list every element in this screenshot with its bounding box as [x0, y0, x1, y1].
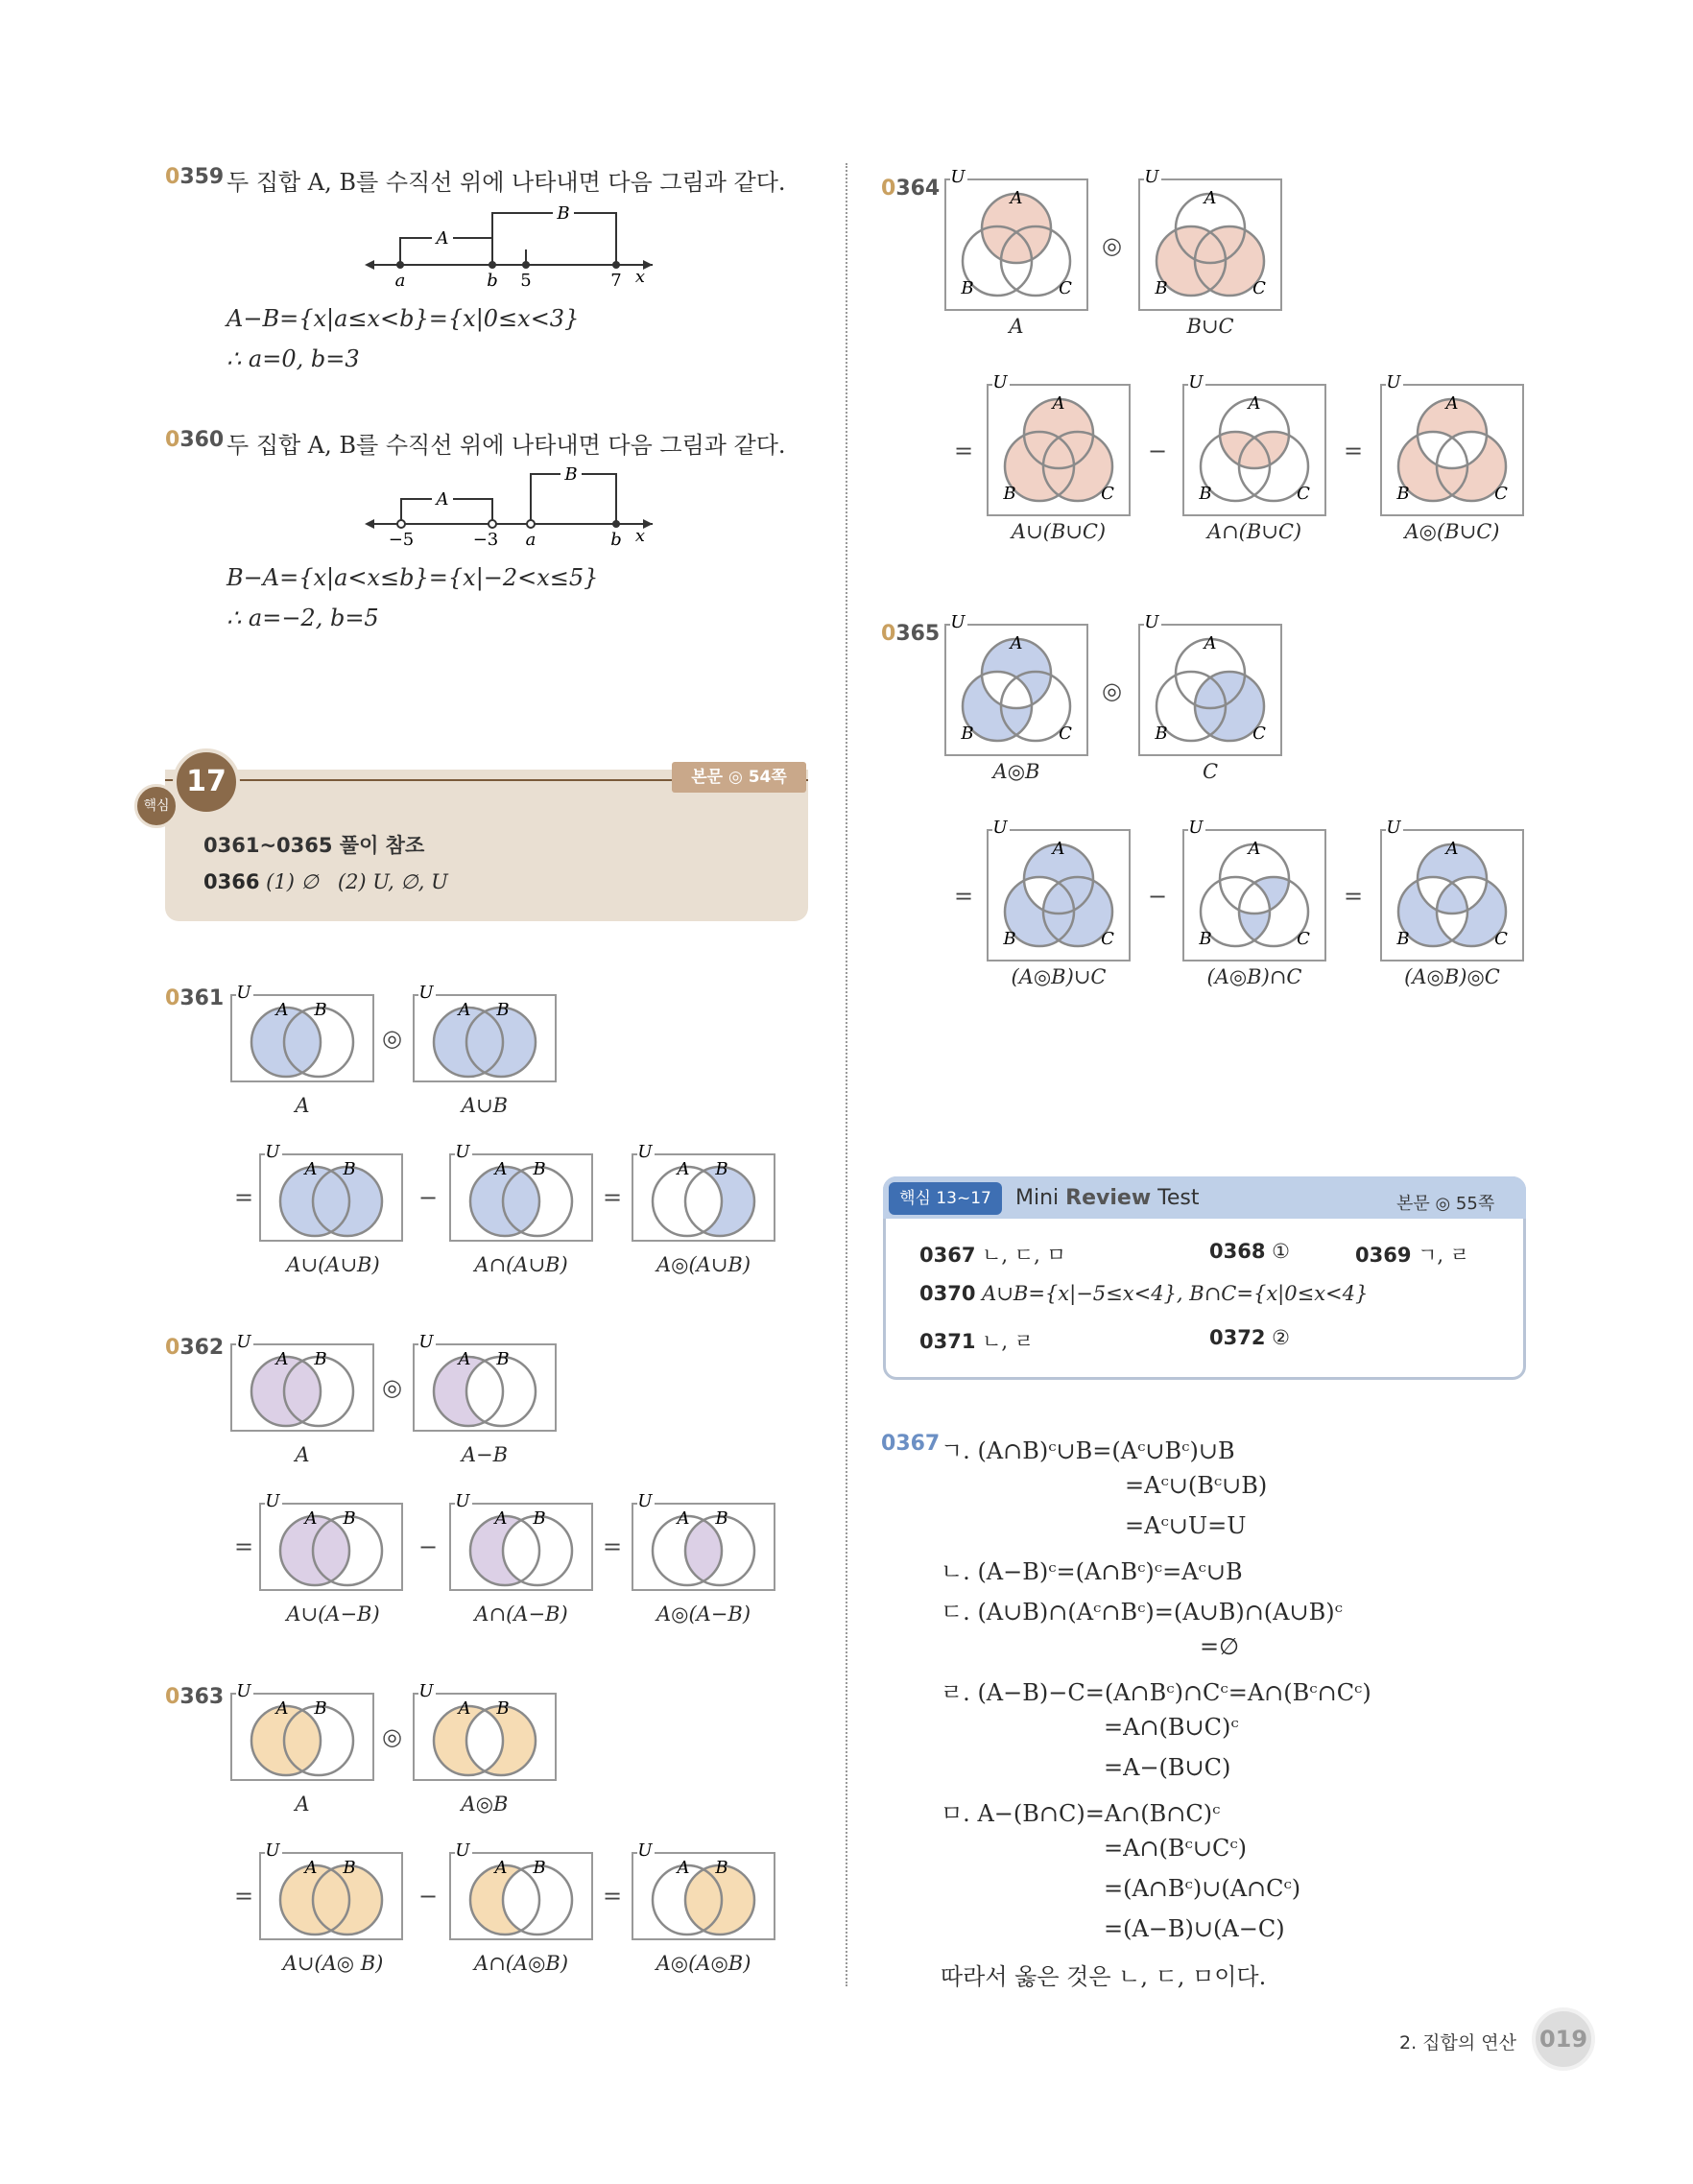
op-eq1-0361: =: [234, 1184, 254, 1211]
number-line-0360: [365, 461, 653, 547]
conclusion-0359: ∴ a=0, b=3: [227, 345, 360, 372]
label-C: C: [1252, 724, 1266, 744]
number-line-0359: [365, 202, 653, 288]
label-U: U: [418, 1332, 434, 1352]
caption-0363-1: A: [295, 1792, 310, 1816]
venn-0361-3: [259, 1142, 403, 1242]
problem-number-0359: 0359: [165, 165, 225, 189]
answer-0371: 0371 ㄴ, ㄹ: [919, 1330, 1035, 1353]
caption-0364-4: A∩(B∪C): [1206, 520, 1302, 543]
label-C: C: [1059, 278, 1072, 298]
venn-0362-2: [413, 1332, 557, 1432]
problem-number-0360: 0360: [165, 428, 225, 452]
solution-line-13: =(A−B)∪(A−C): [1104, 1915, 1285, 1942]
equation-0359: A−B={x|a≤x<b}={x|0≤x<3}: [227, 305, 580, 332]
label-A: A: [1204, 633, 1217, 653]
label-C: C: [1101, 484, 1114, 504]
problem-number-0362: 0362: [165, 1336, 225, 1360]
label-U: U: [637, 1142, 653, 1162]
solution-line-4: ㄴ. (A−B)ᶜ=(A∩Bᶜ)ᶜ=Aᶜ∪B: [941, 1558, 1243, 1585]
mini-review-tag: 핵심 13~17: [889, 1182, 1002, 1215]
caption-0363-3: A∪(A◎ B): [282, 1952, 384, 1975]
op-eq2-0362: =: [603, 1533, 623, 1560]
label-A: A: [275, 1000, 289, 1020]
label-U: U: [236, 1332, 251, 1352]
label-U: U: [992, 818, 1008, 838]
tick-a: a: [394, 271, 406, 288]
label-U: U: [1144, 167, 1159, 187]
label-U: U: [418, 1681, 434, 1701]
column-divider: [846, 163, 847, 1986]
caption-0365-4: (A◎B)∩C: [1206, 965, 1302, 988]
label-U: U: [950, 612, 966, 632]
label-A: A: [677, 1858, 690, 1878]
label-B: B: [1199, 929, 1212, 949]
label-B: B: [496, 1698, 510, 1719]
caption-0363-5: A◎(A◎B): [656, 1952, 751, 1975]
caption-0362-1: A: [295, 1443, 310, 1466]
op-sym-0365: ◎: [1102, 677, 1122, 704]
label-B: B: [1396, 929, 1410, 949]
label-U: U: [236, 1681, 251, 1701]
caption-0361-5: A◎(A∪B): [656, 1253, 751, 1276]
caption-0365-3: (A◎B)∪C: [1011, 965, 1107, 988]
label-A: A: [1445, 393, 1459, 414]
venn-0365-4: [1182, 818, 1326, 961]
label-B: B: [715, 1858, 728, 1878]
caption-0364-2: B∪C: [1186, 315, 1234, 338]
label-U: U: [265, 1491, 280, 1511]
solution-line-10: ㅁ. A−(B∩C)=A∩(B∩C)ᶜ: [941, 1800, 1221, 1827]
label-U: U: [1188, 372, 1204, 392]
venn-0361-2: [413, 983, 557, 1082]
line-label-A: A: [436, 228, 449, 249]
tick-7: 7: [610, 271, 622, 288]
label-B: B: [1396, 484, 1410, 504]
solution-line-1: ㄱ. (A∩B)ᶜ∪B=(Aᶜ∪Bᶜ)∪B: [941, 1437, 1235, 1464]
chapter-title: 2. 집합의 연산: [1399, 2032, 1516, 2053]
label-B: B: [314, 1000, 327, 1020]
solution-line-6: =∅: [1200, 1633, 1240, 1660]
label-A: A: [458, 1349, 471, 1369]
label-B: B: [533, 1159, 546, 1179]
venn-0364-5: [1380, 372, 1524, 516]
label-A: A: [677, 1508, 690, 1529]
core-page-badge: 본문 ◎ 54쪽: [672, 762, 806, 793]
caption-0363-2: A◎B: [461, 1792, 509, 1816]
tick-minus3: −3: [472, 530, 499, 547]
label-U: U: [418, 983, 434, 1003]
solution-line-14: 따라서 옳은 것은 ㄴ, ㄷ, ㅁ이다.: [941, 1963, 1267, 1990]
label-U: U: [265, 1840, 280, 1861]
venn-0363-2: [413, 1681, 557, 1781]
solution-line-7: ㄹ. (A−B)−C=(A∩Bᶜ)∩Cᶜ=A∩(Bᶜ∩Cᶜ): [941, 1679, 1371, 1706]
label-A: A: [1248, 393, 1261, 414]
label-B: B: [343, 1508, 356, 1529]
op-eq2-0363: =: [603, 1883, 623, 1910]
label-C: C: [1494, 484, 1508, 504]
caption-0362-2: A−B: [461, 1443, 509, 1466]
answer-0367: 0367 ㄴ, ㄷ, ㅁ: [919, 1244, 1066, 1267]
label-C: C: [1297, 484, 1310, 504]
solution-line-8: =A∩(B∪C)ᶜ: [1104, 1714, 1239, 1741]
problem-number-0365: 0365: [881, 622, 941, 646]
venn-0364-4: [1182, 372, 1326, 516]
core-line2: 0366 (1) ∅ (2) U, ∅, U: [203, 870, 448, 893]
label-A: A: [494, 1508, 508, 1529]
answer-0368: 0368 ①: [1209, 1240, 1290, 1263]
venn-0362-5: [632, 1491, 775, 1591]
venn-0361-1: [230, 983, 374, 1082]
label-U: U: [236, 983, 251, 1003]
venn-0362-3: [259, 1491, 403, 1591]
tick-b: b: [487, 271, 498, 288]
label-B: B: [533, 1508, 546, 1529]
caption-0365-1: A◎B: [992, 760, 1040, 783]
op-sym-0363: ◎: [382, 1723, 402, 1750]
core-label-badge: 핵심: [134, 784, 179, 828]
op-minus-0365: −: [1148, 883, 1168, 910]
label-A: A: [458, 1000, 471, 1020]
label-A: A: [458, 1698, 471, 1719]
solution-line-3: =Aᶜ∪U=U: [1125, 1512, 1247, 1539]
label-B: B: [1199, 484, 1212, 504]
caption-0365-5: (A◎B)◎C: [1404, 965, 1500, 988]
caption-0361-2: A∪B: [461, 1094, 509, 1117]
venn-0365-5: [1380, 818, 1524, 961]
op-eq2-0361: =: [603, 1184, 623, 1211]
venn-0361-4: [449, 1142, 593, 1242]
label-A: A: [1010, 633, 1023, 653]
venn-0365-2: [1138, 612, 1282, 756]
line-label-B: B: [557, 203, 570, 224]
label-U: U: [1386, 818, 1401, 838]
caption-0361-3: A∪(A∪B): [286, 1253, 380, 1276]
label-B: B: [1155, 724, 1168, 744]
tick-x: x: [634, 267, 646, 287]
solution-line-9: =A−(B∪C): [1104, 1754, 1231, 1781]
line-label-A: A: [436, 489, 449, 510]
venn-0363-4: [449, 1840, 593, 1940]
label-A: A: [275, 1698, 289, 1719]
op-minus-0362: −: [418, 1533, 439, 1560]
line-label-B: B: [564, 464, 578, 485]
tick-a: a: [525, 530, 537, 547]
op-sym-0362: ◎: [382, 1374, 402, 1401]
op-minus-0363: −: [418, 1883, 439, 1910]
label-A: A: [1010, 188, 1023, 208]
label-B: B: [715, 1508, 728, 1529]
caption-0362-5: A◎(A−B): [656, 1602, 751, 1626]
caption-0364-1: A: [1009, 315, 1024, 338]
caption-0365-2: C: [1202, 760, 1219, 783]
label-U: U: [637, 1840, 653, 1861]
solution-line-5: ㄷ. (A∪B)∩(Aᶜ∩Bᶜ)=(A∪B)∩(A∪B)ᶜ: [941, 1599, 1343, 1626]
caption-0362-3: A∪(A−B): [286, 1602, 380, 1626]
label-B: B: [1003, 929, 1016, 949]
label-C: C: [1252, 278, 1266, 298]
label-B: B: [496, 1000, 510, 1020]
label-B: B: [961, 278, 974, 298]
label-B: B: [533, 1858, 546, 1878]
label-C: C: [1101, 929, 1114, 949]
caption-0364-5: A◎(B∪C): [1404, 520, 1500, 543]
venn-0362-4: [449, 1491, 593, 1591]
label-B: B: [1003, 484, 1016, 504]
venn-0363-3: [259, 1840, 403, 1940]
label-B: B: [1155, 278, 1168, 298]
label-U: U: [950, 167, 966, 187]
solution-line-11: =A∩(Bᶜ∪Cᶜ): [1104, 1835, 1248, 1862]
label-A: A: [1248, 839, 1261, 859]
label-A: A: [275, 1349, 289, 1369]
page-number: 019: [1532, 2007, 1595, 2071]
op-eq2-0365: =: [1344, 883, 1364, 910]
label-U: U: [637, 1491, 653, 1511]
label-A: A: [1204, 188, 1217, 208]
venn-0364-3: [987, 372, 1131, 516]
label-B: B: [961, 724, 974, 744]
op-minus-0364: −: [1148, 438, 1168, 464]
venn-0363-1: [230, 1681, 374, 1781]
venn-0361-5: [632, 1142, 775, 1242]
venn-0365-1: [944, 612, 1088, 756]
label-U: U: [455, 1142, 470, 1162]
label-B: B: [343, 1159, 356, 1179]
op-sym-0361: ◎: [382, 1025, 402, 1052]
problem-number-0367: 0367: [881, 1432, 941, 1456]
label-B: B: [314, 1349, 327, 1369]
problem-number-0364: 0364: [881, 177, 941, 201]
label-U: U: [1386, 372, 1401, 392]
label-B: B: [343, 1858, 356, 1878]
answer-0369: 0369 ㄱ, ㄹ: [1355, 1244, 1470, 1267]
caption-0361-1: A: [295, 1094, 310, 1117]
label-C: C: [1297, 929, 1310, 949]
op-eq1-0362: =: [234, 1533, 254, 1560]
answer-0372: 0372 ②: [1209, 1326, 1290, 1349]
answer-0370: 0370 A∪B={x|−5≤x<4}, B∩C={x|0≤x<4}: [919, 1282, 1369, 1305]
problem-number-0361: 0361: [165, 986, 225, 1010]
core-line1: 0361~0365 풀이 참조: [203, 834, 425, 857]
label-A: A: [1052, 839, 1065, 859]
mini-review-title: Mini Review Test: [1015, 1186, 1200, 1210]
label-U: U: [455, 1840, 470, 1861]
label-B: B: [715, 1159, 728, 1179]
label-A: A: [304, 1508, 318, 1529]
label-U: U: [1144, 612, 1159, 632]
op-eq1-0363: =: [234, 1883, 254, 1910]
tick-b: b: [610, 530, 622, 547]
label-A: A: [494, 1159, 508, 1179]
label-B: B: [496, 1349, 510, 1369]
equation-0360: B−A={x|a<x≤b}={x|−2<x≤5}: [227, 564, 599, 591]
label-A: A: [304, 1159, 318, 1179]
solution-line-12: =(A∩Bᶜ)∪(A∩Cᶜ): [1104, 1875, 1301, 1902]
problem-number-0363: 0363: [165, 1685, 225, 1709]
tick-5: 5: [520, 271, 532, 288]
label-U: U: [1188, 818, 1204, 838]
op-eq1-0365: =: [954, 883, 974, 910]
tick-x: x: [634, 526, 646, 546]
op-eq2-0364: =: [1344, 438, 1364, 464]
mini-review-page-ref: 본문 ◎ 55쪽: [1396, 1194, 1495, 1214]
label-U: U: [455, 1491, 470, 1511]
label-U: U: [992, 372, 1008, 392]
venn-0364-1: [944, 167, 1088, 311]
solution-line-2: =Aᶜ∪(Bᶜ∪B): [1125, 1472, 1268, 1499]
label-C: C: [1059, 724, 1072, 744]
venn-0363-5: [632, 1840, 775, 1940]
venn-0365-3: [987, 818, 1131, 961]
label-U: U: [265, 1142, 280, 1162]
caption-0362-4: A∩(A−B): [474, 1602, 568, 1626]
caption-0361-4: A∩(A∪B): [474, 1253, 568, 1276]
tick-minus5: −5: [388, 530, 415, 547]
caption-0363-4: A∩(A◎B): [473, 1952, 569, 1975]
problem-text-0360: 두 집합 A, B를 수직선 위에 나타내면 다음 그림과 같다.: [227, 432, 786, 459]
core-number-badge: 17: [173, 748, 240, 816]
op-minus-0361: −: [418, 1184, 439, 1211]
problem-text-0359: 두 집합 A, B를 수직선 위에 나타내면 다음 그림과 같다.: [227, 169, 786, 196]
conclusion-0360: ∴ a=−2, b=5: [227, 605, 379, 631]
label-A: A: [304, 1858, 318, 1878]
label-A: A: [494, 1858, 508, 1878]
op-eq1-0364: =: [954, 438, 974, 464]
op-sym-0364: ◎: [1102, 232, 1122, 259]
venn-0362-1: [230, 1332, 374, 1432]
label-B: B: [314, 1698, 327, 1719]
label-A: A: [1052, 393, 1065, 414]
label-A: A: [677, 1159, 690, 1179]
venn-0364-2: [1138, 167, 1282, 311]
label-A: A: [1445, 839, 1459, 859]
caption-0364-3: A∪(B∪C): [1011, 520, 1107, 543]
label-C: C: [1494, 929, 1508, 949]
